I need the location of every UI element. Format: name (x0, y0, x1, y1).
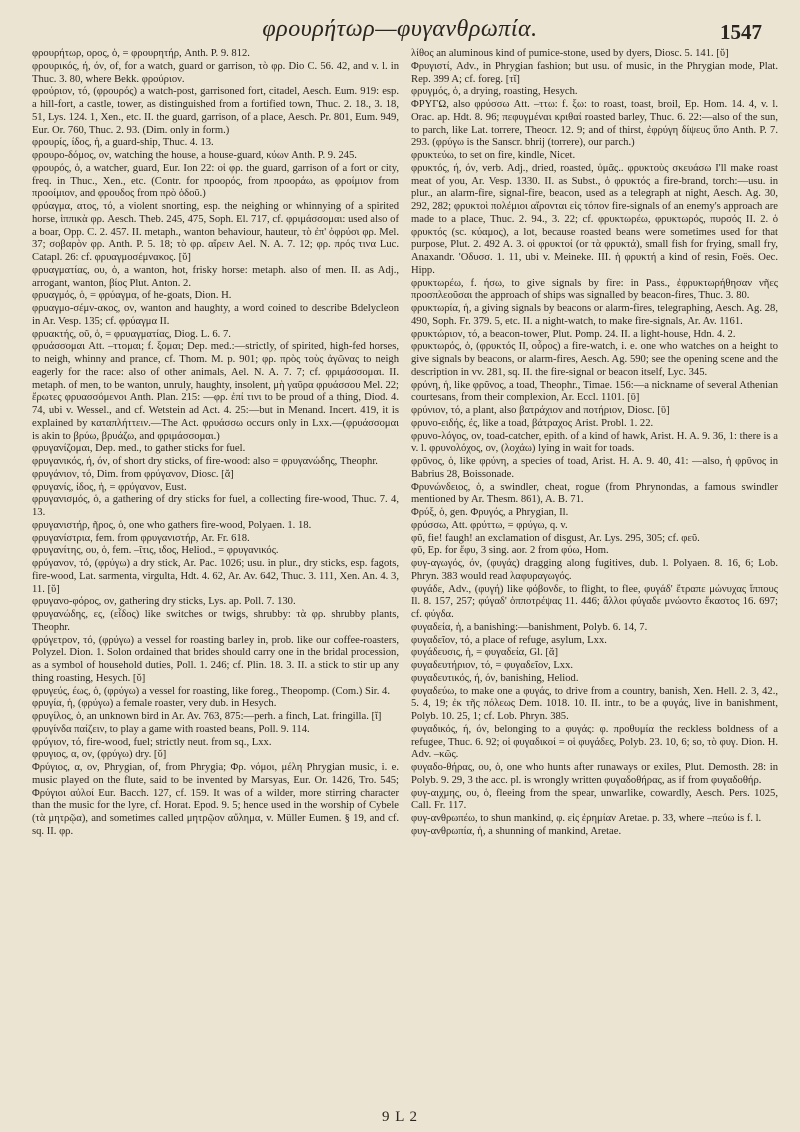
dictionary-entry: φρουρικός, ή, όν, of, for a watch, guard or garrison, τὸ φρ. Dio C. 56. 42, and v. l. in Thuc. 3. 80, where Bekk. φρούριον. (32, 60, 399, 85)
dictionary-entry: φρυάσσομαι Att. –ττομαι; f. ξομαι; Dep. med.:—strictly, of spirited, high-fed horses, to neigh, whinny and prance, cf. Thom. M. p. 901; φρ. πρὸς τοὺς ἀγῶνας to neigh eagerly for the race: also of other animals, Ael. N. A. 7. 7; cf. φριμάσσομαι. II. metaph. of men, to be wanton, unruly, haughty, insolent, μὴ γαῦρα φρυάσσου Mel. 22; ἔρωτες φρυασσόμενοι Anth. Plan. 215: —φρ. ἐπί τινι to be proud of a thing, Diod. 4. 74, ubi v. Wessel., and cf. Wetstein ad Act. 4. 25:—but in Menand. Incert. 419, it is explained by καταπλήττειν.—The Act. φρυάσσω occurs only in Lxx.—(φρυάσσομαι is akin to βρύω, βρυάζω, and φριμάσσομαι.) (32, 341, 399, 442)
dictionary-entry: φρυκτωρός, ὁ, (φρυκτός II, οὖρος) a fire-watch, i. e. one who watches on a height to give signals by beacons, or alarm-fires, Aesch. Ag. 590; see the opening scene and the description in vv. 281, sq. II. the fire-signal or beacon itself, Lyc. 345. (411, 341, 778, 378)
right-column (411, 48, 778, 1110)
dictionary-entry: φρύνιον, τό, a plant, also βατράχιον and ποτήριον, Diosc. [ῡ] (411, 405, 670, 416)
dictionary-entry: φρυκτωρία, ἡ, a giving signals by beacons or alarm-fires, telegraphing, Aesch. Ag. 28, 490, Soph. Fr. 379. 5, etc. II. a night-watch, to make fire-signals, Ar. Av. 1161. (411, 303, 778, 327)
dictionary-entry: φρύγανον, τό, (φρύγω) a dry stick, Ar. Pac. 1026; usu. in plur., dry sticks, esp. fagots, fire-wood, Lat. sarmenta, virgulta, Hdt. 4. 62, Ar. Av. 642, Thuc. 3. 111, Xen. An. 4. 3, 11. [ῠ] (32, 558, 399, 595)
dictionary-entry: φυγάδε, Adv., (φυγή) like φόβονδε, to flight, to flee, φυγάδ' ἔτραπε μώνυχας ἵππους Il. 8. 157, 257; φύγαδ' ὁπποτρέψας 11. 446; ἄλλοι φύγαδε μνώοντο ἕκαστος 16. 697; cf. φύγδα. (411, 583, 778, 620)
dictionary-entry: Φρύγιος, α, ον, Phrygian, of, from Phrygia; Φρ. νόμοι, μέλη Phrygian music, i. e. music played on the flute, said to be invented by Marsyas, Eur. Or. 1426, Tro. 545; Φρύγιοι αὐλοί Eur. Bacch. 127, cf. 159. It was of a wilder, more stirring character than the music for the lyre, cf. Horat. Epod. 9. 5; hence used in the worship of Cybele (τὰ μητρῷα), and sometimes called μητρῷον αὔλημα, v. Müller Eumen. § 19, and cf. sq. II. φρ. (32, 762, 399, 837)
dictionary-entry: φρυαγμο-σέμν-ακος, ον, wanton and haughty, a word coined to describe Bdelycleon in Ar. Vesp. 135; cf. φρύαγμα II. (32, 303, 399, 327)
header-guide-words: φρουρήτωρ—φυγανθρωπία. (262, 16, 538, 42)
dictionary-entry: Φρύξ, ὁ, gen. Φρυγός, a Phrygian, Il. (411, 507, 569, 518)
signature-mark: 9 L 2 (381, 1109, 419, 1125)
dictionary-entry: φρυγάνιον, τό, Dim. from φρύγανον, Diosc. [ᾰ] (32, 468, 234, 480)
dictionary-entry: φυγαδεύω, to make one a φυγάς, to drive from a country, banish, Xen. Hell. 2. 3, 42., 5. 4, 19; ἐκ τῆς πόλεως Dem. 1018. 10. II. intr., to be a φυγάς, live in banishment, Polyb. 10. 25, 1; cf. Lob. Phryn. 385. (411, 685, 778, 722)
dictionary-entry: φρυγιος, α, ον, (φρύγω) dry. [ῠ] (32, 749, 167, 761)
dictionary-entry: φρυαγματίας, ου, ὁ, a wanton, hot, frisky horse: metaph. also of men. II. as Adj., arrogant, wanton, βίος Plut. Anton. 2. (32, 264, 399, 289)
dictionary-entry: φρουρο-δόμος, ον, watching the house, a house-guard, κύων Anth. P. 9. 245. (32, 150, 357, 161)
dictionary-entry: φρυνο-ειδής, ές, like a toad, βάτραχος Arist. Probl. 1. 22. (411, 417, 654, 429)
dictionary-entry: Φρυνώνδειος, ὁ, a swindler, cheat, rogue (from Phrynondas, a famous swindler mentioned by Ar. Thesm. 861), A. B. 71. (411, 481, 778, 506)
dictionary-entry: φρύαγμα, ατος, τό, a violent snorting, esp. the neighing or whinnying of a spirited horse, ἱππικὰ φρ. Aesch. Theb. 245, 475, Soph. El. 717, cf. φριμάσσομαι: used also of a boar, Opp. C. 2. 457. II. metaph., wanton behaviour, hauteur, τὸ ἐπ' ὀφρύσι φρ. Mel. 37; σοβαρὸν φρ. Anth. P. 5. 18; τὸ φρ. αἴρειν Ael. N. A. 7. 12; φρ. πρός τινα Luc. Catapl. 26: cf. φρυαγμοσέμνακος. [ῠ] (32, 201, 399, 263)
dictionary-entry: φρυγία, ἡ, (φρύγω) a female roaster, very dub. in Hesych. (32, 698, 277, 710)
dictionary-entry: φρυνο-λόγος, ον, toad-catcher, epith. of a kind of hawk, Arist. H. A. 9. 36, 1: there is a v. l. φρυνολόχος, ον, (λοχάω) lying in wait for toads. (411, 430, 778, 455)
dictionary-entry: φυγ-ανθρωπέω, to shun mankind, φ. εἰς ἐρημίαν Aretae. p. 33, where –πεύω is f. l. (411, 813, 762, 824)
dictionary-entry: φυγ-αιχμης, ου, ὁ, fleeing from the spear, unwarlike, cowardly, Aesch. Pers. 1025, Call. Fr. 117. (411, 787, 778, 812)
dictionary-entry: φυγ-αγωγός, όν, (φυγάς) dragging along fugitives, dub. l. Polyaen. 8. 16, 6; Lob. Phryn. 383 would read λαφυραγωγός. (411, 558, 778, 582)
left-column (32, 48, 399, 1110)
dictionary-entry: φρυγμός, ὁ, a drying, roasting, Hesych. (411, 86, 578, 98)
dictionary-entry: φρυγανισμός, ὁ, a gathering of dry sticks for fuel, a collecting fire-wood, Thuc. 7. 4, 13. (32, 494, 399, 518)
running-header (30, 10, 770, 50)
dictionary-entry: φῦ, fie! faugh! an exclamation of disgust, Ar. Lys. 295, 305; cf. φεῦ. (411, 532, 700, 544)
dictionary-entry: λίθος an aluminous kind of pumice-stone, used by dyers, Diosc. 5. 141. [ῠ] (411, 48, 729, 59)
dictionary-entry: φρυκτός, ή, όν, verb. Adj., dried, roasted, ὑμᾶς.. φρυκτοὺς σκευάσω I'll make roast meat of you, Ar. Vesp. 1330. II. as Subst., ὁ φρυκτός a fire-brand, torch:—usu. in plur., an alarm-fire, signal-fire, beacon, used as a telegraph at night, Aesch. Ag. 30, 292, 282; φρυκτοὶ πολέμιοι αἴρονται εἰς τόπον fire-signals of an enemy's approach are made to a place, Thuc. 2. 94., 3. 22; cf. φρυκτωρέω, φρυκτωρός, πυρσός II. 2. ὁ φρυκτός (sc. κύαμος), a lot, because roasted beans were sometimes used for that purpose, Plut. 2. 492 A. 3. οἱ φρυκτοί (or τὰ φρυκτά), small fish for frying, small fry, Anaxandr. 'Οδυσσ. 1. 11, ubi v. Meineke. III. ἡ φρυκτή a kind of resin, Foës. Oec. Hipp. (411, 162, 778, 276)
dictionary-entry: φρυγεύς, έως, ὁ, (φρύγω) a vessel for roasting, like foreg., Theopomp. (Com.) Sir. 4. (32, 685, 390, 697)
dictionary-entry: φρυγίλος, ὁ, an unknown bird in Ar. Av. 763, 875:—perh. a finch, Lat. fringilla. [ῐ] (32, 711, 382, 722)
dictionary-entry: φρῦνος, ὁ, like φρύνη, a species of toad, Arist. H. A. 9. 40, 41: —also, ἡ φρῦνος in Babrius 28, Boissonade. (411, 456, 778, 480)
dictionary-entry: φρυκτώριον, τό, a beacon-tower, Plut. Pomp. 24. II. a light-house, Hdn. 4. 2. (411, 328, 736, 340)
dictionary-entry: φρυγανο-φόρος, ον, gathering dry sticks, Lys. ap. Poll. 7. 130. (32, 596, 296, 608)
dictionary-entry: φρυγανίς, ίδος, ἡ, = φρύγανον, Eust. (32, 481, 187, 493)
dictionary-entry: φυγ-ανθρωπία, ἡ, a shunning of mankind, Aretae. (411, 825, 622, 837)
dictionary-entry: ΦΡΥΓΩ, also φρύσσω Att. –ττω: f. ξω: to roast, toast, broil, Ep. Hom. 14. 4, v. l. Orac. ap. Hdt. 8. 96; πεφυγμέναι κριθαί roasted barley, Thuc. 6. 22:—also of the sun, to parch, like Lat. torrere, Theocr. 12. 9; and of thirst, ἐφρύγη δίψευς ὕπο Anth. P. 7. 293. (φρύγω is the Sanscr. bhrij (torrere), our parch.) (411, 99, 778, 149)
dictionary-entry: φρυγανώδης, ες, (εἶδος) like switches or twigs, shrubby: τὰ φρ. shrubby plants, Theophr. (32, 609, 399, 633)
dictionary-entry: φυγαδικός, ή, όν, belonging to a φυγάς: φ. προθυμία the reckless boldness of a refugee, Thuc. 6. 92; οἱ φυγαδικοί = οἱ φυγάδες, Polyb. 23. 10, 6; so, τὸ φυγ. Dion. H. Adv. –κῶς. (411, 723, 778, 761)
dictionary-entry: φρυγανικός, ή, όν, of short dry sticks, of fire-wood: also = φρυγανώδης, Theophr. (32, 456, 378, 467)
dictionary-entry: φυγάδευσις, ἡ, = φυγαδεία, Gl. [ᾰ] (411, 647, 559, 659)
text-columns (32, 48, 778, 1110)
dictionary-entry: φρουρήτωρ, ορος, ὁ, = φρουρητήρ, Anth. P. 9. 812. (32, 48, 250, 59)
dictionary-entry: φυγαδο-θήρας, ου, ὁ, one who hunts after runaways or exiles, Plut. Demosth. 28: in Polyb. 9. 29, 3 the acc. pl. is wrongly written φυγαδοθήρας, as if from φυγαδοθήρ. (411, 762, 778, 786)
dictionary-entry: φρυαγμός, ὁ, = φρύαγμα, of he-goats, Dion. H. (32, 290, 232, 302)
dictionary-entry: φρυγίνδα παίζειν, to play a game with roasted beans, Poll. 9. 114. (32, 723, 310, 735)
dictionary-entry: φρυκτεύω, to set on fire, kindle, Nicet. (411, 150, 576, 161)
dictionary-entry: φρύσσω, Att. φρύττω, = φρύγω, q. v. (411, 519, 568, 531)
dictionary-entry: φυγαδευτικός, ή, όν, banishing, Heliod. (411, 672, 579, 684)
dictionary-entry: φρουρός, ὁ, a watcher, guard, Eur. Ion 22: οἱ φρ. the guard, garrison of a fort or city, freq. in Thuc., Xen., etc. (Contr. for προορός, from προοράω, as φροίμιον from προοίμιον, and φρουδος from πρὸ ὁδοῦ.) (32, 162, 399, 200)
dictionary-entry: φρύγετρον, τό, (φρύγω) a vessel for roasting barley in, prob. like our coffee-roasters, Polyzel. Dion. 1. Solon ordained that brides should carry one in the bridal procession, as a symbol of household duties, Poll. 1. 246; cf. Plin. 18. 3. II. a stick to stir up any thing roasting, Hesych. [ῠ] (32, 634, 399, 684)
dictionary-entry: φρυγανίστρια, fem. from φρυγανιστήρ, Ar. Fr. 618. (32, 532, 250, 544)
dictionary-entry: φρύγιον, τό, fire-wood, fuel; strictly neut. from sq., Lxx. (32, 736, 272, 748)
dictionary-entry: φρούριον, τό, (φρουρός) a watch-post, garrisoned fort, citadel, Aesch. Eum. 919: esp. a hill-fort, a castle, tower, as distinguished from a fortified town, Thuc. 2. 18., 3. 18, 51, Lys. 124. 1, Xen., etc. II. the guard, garrison, of a place, Aesch. Pr. 801, Eum. 949, Eur. Or. 760, Thuc. 2. 93. (Dim. only in form.) (32, 86, 399, 136)
dictionary-entry: φυγαδευτήριον, τό, = φυγαδεῖον, Lxx. (411, 660, 574, 671)
dictionary-entry: φρυγανίζομαι, Dep. med., to gather sticks for fuel. (32, 443, 246, 455)
dictionary-entry: φῦ, Ep. for ἔφυ, 3 sing. aor. 2 from φύω, Hom. (411, 545, 609, 557)
page-number: 1547 (720, 20, 762, 44)
dictionary-entry: Φρυγιστί, Adv., in Phrygian fashion; but usu. of music, in the Phrygian mode, Plat. Rep. 399 A; cf. foreg. [τῐ] (411, 60, 778, 85)
dictionary-entry: φυγαδεῖον, τό, a place of refuge, asylum, Lxx. (411, 634, 607, 646)
dictionary-entry: φρυγανιστήρ, ῆρος, ὁ, one who gathers fire-wood, Polyaen. 1. 18. (32, 519, 312, 531)
dictionary-entry: φρυακτής, οῦ, ὁ, = φρυαγματίας, Diog. L. 6. 7. (32, 328, 231, 340)
dictionary-entry: φρυγανίτης, ου, ὁ, fem. –ῖτις, ιδος, Heliod., = φρυγανικός. (32, 545, 279, 557)
dictionary-entry: φρουρίς, ίδος, ἡ, a guard-ship, Thuc. 4. 13. (32, 137, 214, 149)
dictionary-entry: φυγαδεία, ἡ, a banishing:—banishment, Polyb. 6. 14, 7. (411, 621, 648, 633)
dictionary-entry: φρύνη, ἡ, like φρῦνος, a toad, Theophr., Timae. 156:—a nickname of several Athenian courtesans, from their complexion, Ar. Eccl. 1101. [ῡ] (411, 379, 778, 404)
dictionary-entry: φρυκτωρέω, f. ήσω, to give signals by fire: in Pass., ἐφρυκτωρήθησαν νῆες προσπλεοῦσαι the approach of ships was signalled by beacon-fires, Thuc. 3. 80. (411, 277, 778, 302)
